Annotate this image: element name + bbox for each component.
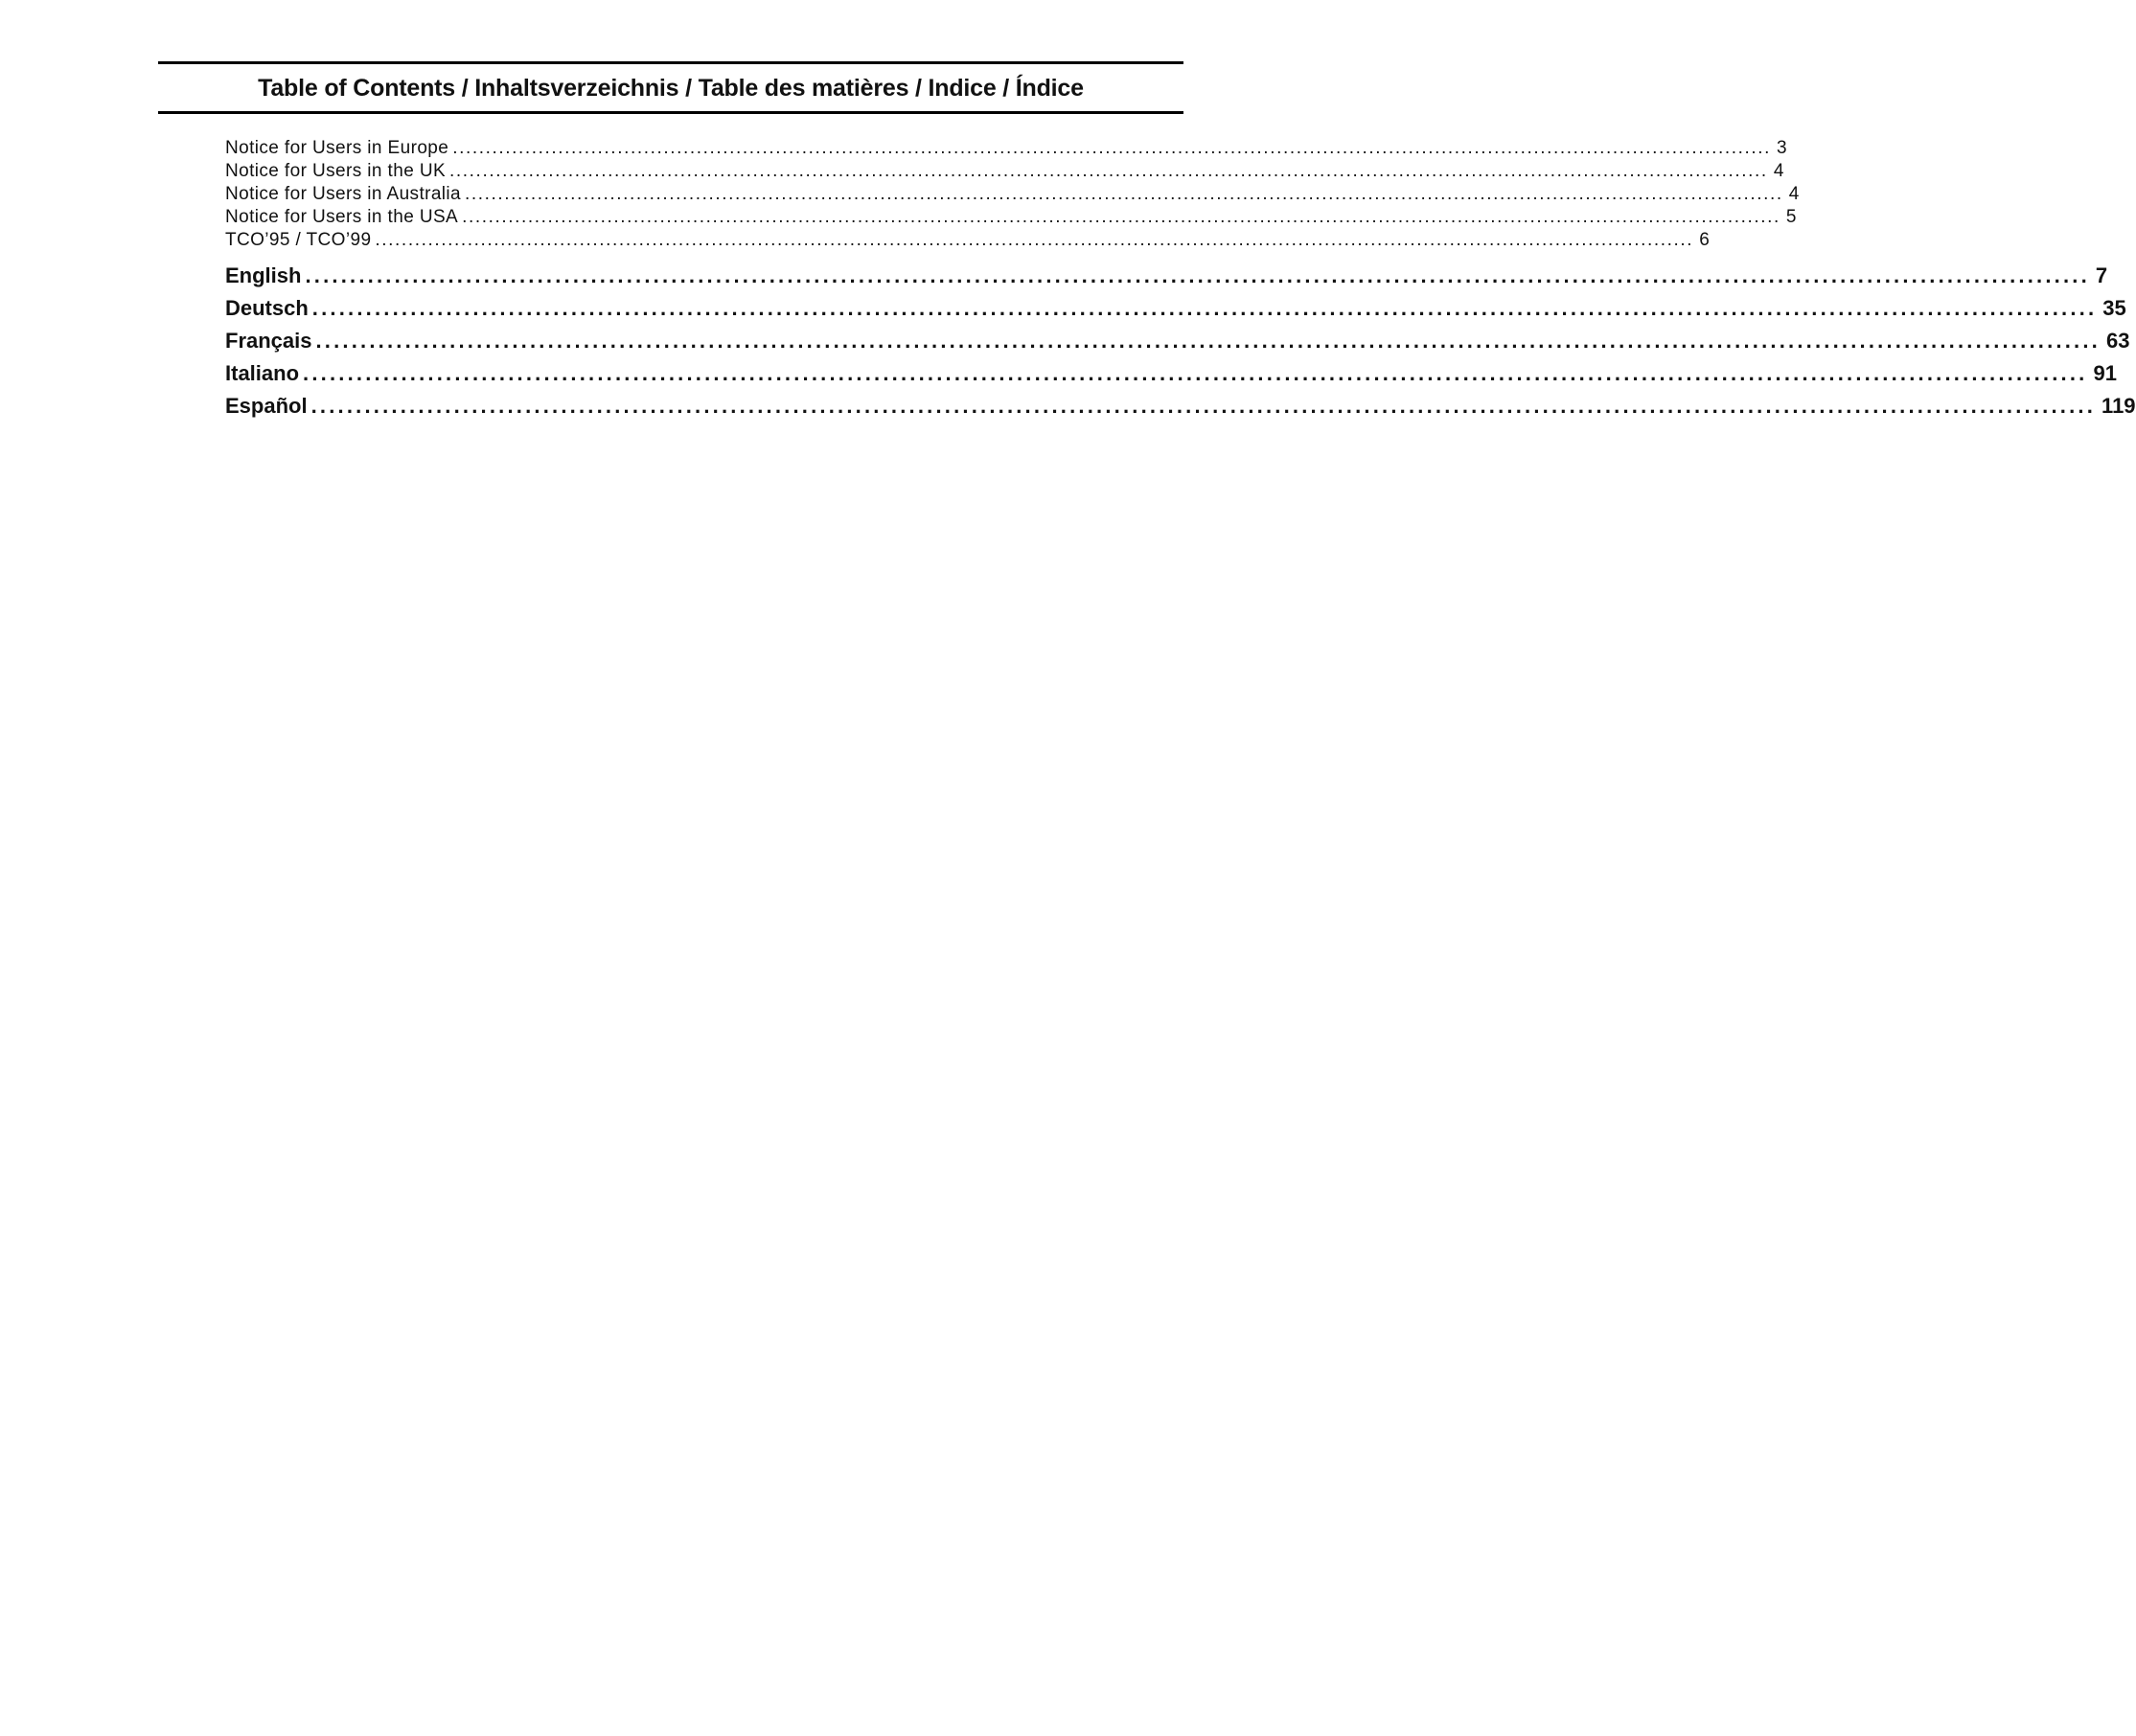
table-of-contents: [225, 137, 2136, 423]
toc-section-deutsch[interactable]: [225, 292, 2126, 325]
dot-leader: ........................................................................................................................................................................................................: [315, 329, 2101, 353]
toc-entry-label: Notice for Users in Europe: [225, 138, 449, 158]
toc-entry-uk[interactable]: [225, 160, 1784, 183]
toc-entry-tco[interactable]: [225, 229, 1711, 252]
toc-entry-label: Notice for Users in the USA: [225, 207, 459, 227]
toc-section-label: Deutsch: [225, 296, 309, 320]
toc-entry-europe[interactable]: [225, 137, 1787, 160]
toc-entry-label: TCO’95 / TCO’99: [225, 230, 372, 250]
heading-bottom-rule: [158, 111, 1183, 114]
toc-entry-page: 6: [1699, 230, 1711, 250]
toc-section-page: 63: [2105, 329, 2130, 353]
toc-entry-page: 4: [1788, 184, 1800, 204]
toc-section-label: English: [225, 263, 302, 287]
dot-leader: ........................................................................................................................................................................................................: [310, 394, 2097, 418]
dot-leader: ........................................................................................................................................................................................................: [303, 361, 2088, 385]
toc-section-label: Italiano: [225, 361, 300, 385]
toc-entry-australia[interactable]: [225, 183, 1800, 206]
dot-leader: ........................................................................................................................................................................................................: [311, 296, 2098, 320]
dot-leader: ........................................................................................................................................................................................................: [462, 207, 1780, 227]
toc-entry-usa[interactable]: [225, 206, 1797, 229]
toc-section-italiano[interactable]: [225, 357, 2117, 390]
toc-section-page: 7: [2095, 263, 2108, 287]
page-title: Table of Contents / Inhaltsverzeichnis / Table des matières / Indice / Índice: [258, 75, 1084, 102]
dot-leader: ........................................................................................................................................................................................................: [452, 138, 1771, 158]
toc-entry-label: Notice for Users in the UK: [225, 161, 447, 181]
toc-section-english[interactable]: [225, 260, 2108, 292]
toc-section-page: 91: [2093, 361, 2117, 385]
dot-leader: ........................................................................................................................................................................................................: [449, 161, 1768, 181]
heading-top-rule: [158, 61, 1183, 64]
toc-section-page: 35: [2102, 296, 2126, 320]
toc-section-label: Español: [225, 394, 308, 418]
toc-section-label: Français: [225, 329, 312, 353]
toc-entry-page: 4: [1773, 161, 1784, 181]
dot-leader: ........................................................................................................................................................................................................: [375, 230, 1694, 250]
dot-leader: ........................................................................................................................................................................................................: [465, 184, 1783, 204]
toc-entry-page: 3: [1776, 138, 1787, 158]
dot-leader: ........................................................................................................................................................................................................: [305, 263, 2090, 287]
toc-section-francais[interactable]: [225, 325, 2130, 357]
toc-section-espanol[interactable]: [225, 390, 2136, 423]
toc-section-page: 119: [2102, 394, 2136, 418]
toc-entry-page: 5: [1785, 207, 1797, 227]
toc-entry-label: Notice for Users in Australia: [225, 184, 462, 204]
